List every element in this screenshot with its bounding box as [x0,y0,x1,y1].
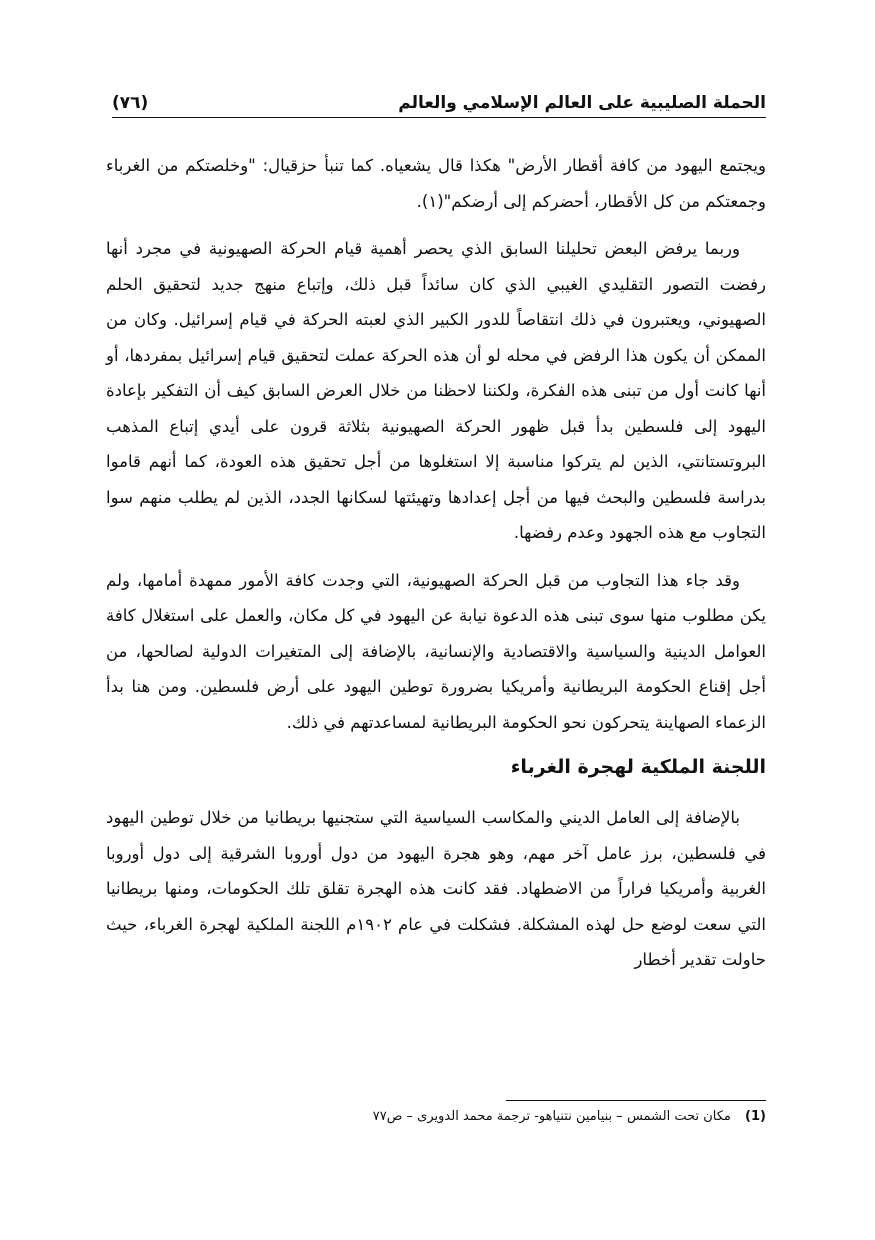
paragraph-continuation: ويجتمع اليهود من كافة أقطار الأرض" هكذا قال يشعياه. كما تنبأ حزقيال: "وخلصتكم من الغرباء وجمعتكم من كل الأقطار، أحضركم إلى أرضكم"(١). [106,156,766,211]
page-number: (٧٦) [112,93,149,113]
footnote-text: مكان تحت الشمس – بنيامين نتنياهو- ترجمة محمد الدويرى – ص٧٧ [372,1109,731,1124]
footnote [200,1106,766,1128]
section-paragraph: بالإضافة إلى العامل الديني والمكاسب السياسية التي ستجنيها بريطانيا من خلال توطين اليهود في فلسطين، برز عامل آخر مهم، وهو هجرة اليهود من دول أوروبا الشرقية إلى دول أوروبا الغربية وأمريكيا فراراً من الاضطهاد. فقد كانت هذه الهجرة تقلق تلك الحكومات، ومنها بريطانيا التي سعت لوضع حل لهذه المشكلة. فشكلت في عام ١٩٠٢م اللجنة الملكية لهجرة الغرباء، حيث حاولت تقدير أخطار [106,808,766,969]
paragraph: وقد جاء هذا التجاوب من قبل الحركة الصهيونية، التي وجدت كافة الأمور ممهدة أمامها، ولم يكن مطلوب منها سوى تبنى هذه الدعوة نيابة عن اليهود في كل مكان، والعمل على استغلال كافة العوامل الدينية والسياسية والاقتصادية والإنسانية، بالإضافة إلى المتغيرات الدولية لصالحها، من أجل إقناع الحكومة البريطانية وأمريكيا بضرورة توطين اليهود على أرض فلسطين. ومن هنا بدأ الزعماء الصهاينة يتحركون نحو الحكومة البريطانية لمساعدتهم في ذلك. [106,570,766,732]
footnote-marker: (1) [745,1109,766,1124]
running-title: الحملة الصليبية على العالم الإسلامي والعالم [398,93,766,113]
page-header [112,86,766,118]
footnote-divider [506,1100,766,1101]
main-body [106,148,766,990]
section-heading: اللجنة الملكية لهجرة الغرباء [510,756,766,778]
paragraph: وربما يرفض البعض تحليلنا السابق الذي يحصر أهمية قيام الحركة الصهيونية في مجرد أنها رفضت التصور التقليدي الغيبي الذي كان سائداً قبل ذلك، وإتباع منهج جديد لتحقيق الحلم الصهيوني، ويعتبرون في ذلك انتقاصاً للدور الكبير الذي لعبته الحركة في قيام إسرائيل. وكان من الممكن أن يكون هذا الرفض في محله لو أن هذه الحركة عملت لتحقيق قيام إسرائيل بمفردها، أو أنها كانت أول من تبنى هذه الفكرة، ولكننا لاحظنا من خلال العرض السابق كيف أن التفكير بإعادة اليهود إلى فلسطين بدأ قبل ظهور الحركة الصهيونية بثلاثة قرون على أيدي إتباع المذهب البروتستانتي، الذين لم يتركوا مناسبة إلا استغلوها من أجل تحقيق هذه العودة، كما أنهم قاموا بدراسة فلسطين والبحث فيها من أجل إعدادها وتهيئتها لسكانها الجدد، الذين لم يطلب منهم سوا التجاوب مع هذه الجهود وعدم رفضها. [106,239,766,542]
